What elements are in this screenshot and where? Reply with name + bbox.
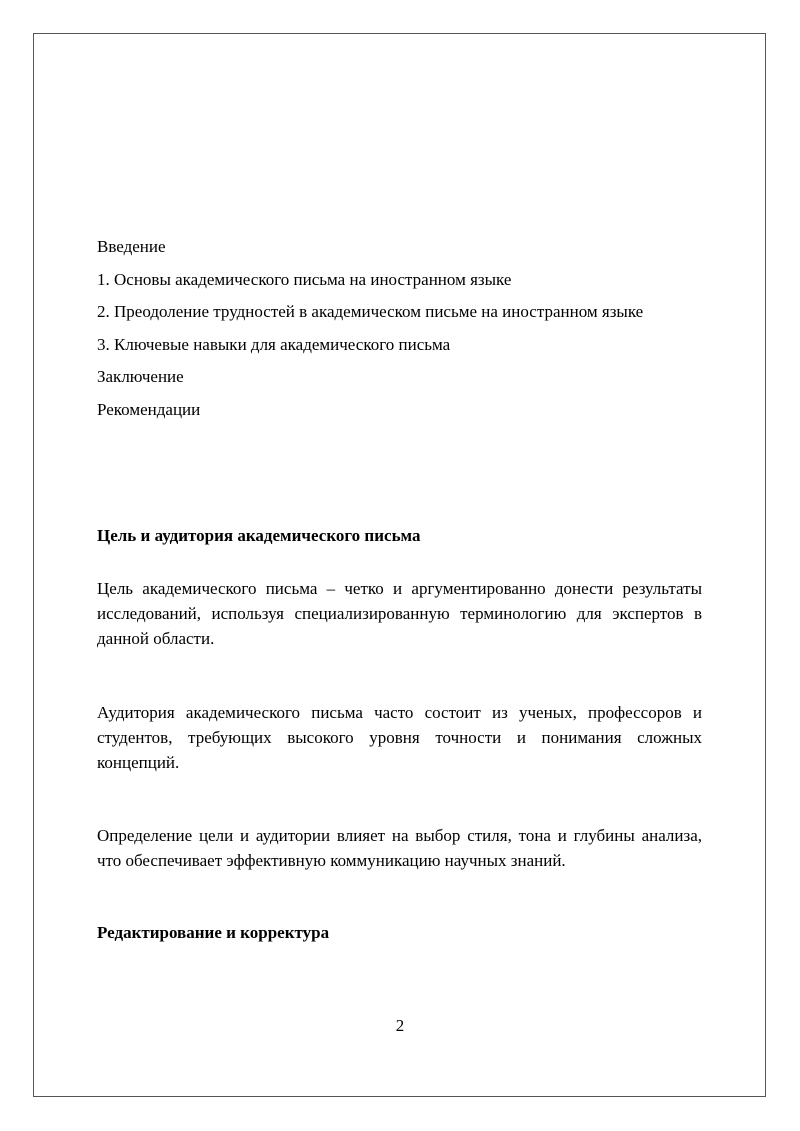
section-heading-editing: Редактирование и корректура (97, 923, 330, 942)
section-heading-purpose: Цель и аудитория академического письма (97, 526, 421, 545)
toc-item-chapter-2: 2. Преодоление трудностей в академическом письме на иностранном языке (97, 302, 644, 321)
toc-item-chapter-3: 3. Ключевые навыки для академического письма (97, 334, 451, 354)
table-of-contents (97, 231, 702, 426)
toc-item-chapter-1: 1. Основы академического письма на иностранном языке (97, 269, 512, 289)
toc-item-introduction: Введение (97, 237, 166, 256)
paragraph-purpose: Цель академического письма – четко и аргументированно донести результаты исследований, используя специализированную терминологию для экспертов в данной области. (97, 579, 702, 648)
paragraph-definition: Определение цели и аудитории влияет на выбор стиля, тона и глубины анализа, что обеспечивает эффективную коммуникацию научных знаний. (97, 826, 702, 870)
page-number: 2 (395, 1016, 405, 1035)
toc-item-conclusion: Заключение (97, 367, 184, 386)
toc-item-recommendations: Рекомендации (97, 399, 201, 419)
paragraph-audience: Аудитория академического письма часто состоит из ученых, профессоров и студентов, требующих высокого уровня точности и понимания сложных концепций. (97, 703, 702, 772)
